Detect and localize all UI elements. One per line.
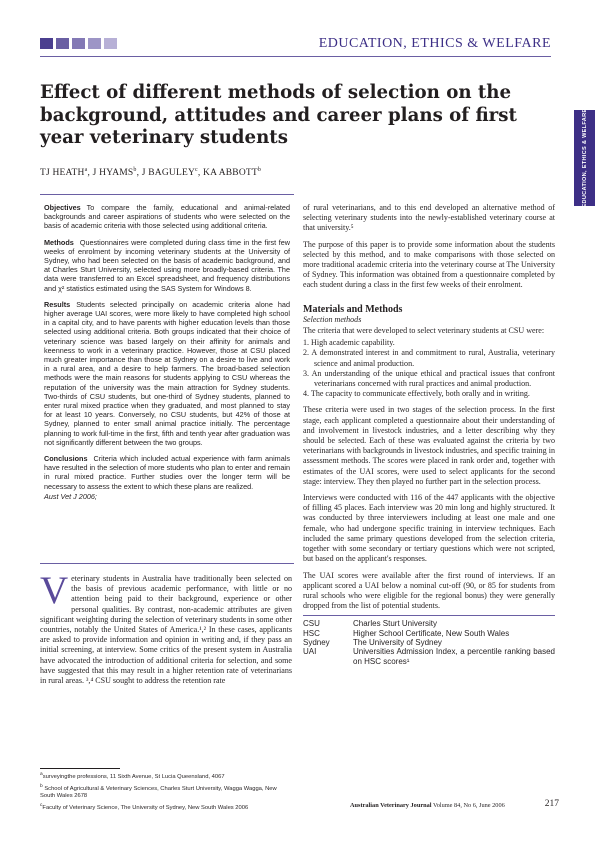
section-heading: Materials and Methods [303, 303, 403, 315]
side-tab-label: EDUCATION, ETHICS & WELFARE [581, 108, 588, 208]
abbreviation-row [303, 619, 555, 628]
footnote-text: surveyingthe professions, 11 Sixth Avenue, St Lucia Queensland, 4067 [42, 773, 225, 780]
journal-citation: Aust Vet J 2006; [44, 491, 97, 501]
body-paragraph: These criteria were used in two stages of the selection process. In the first stage, each applicant completed a questionnaire about their understanding of and involvement in livestock industries, and a letter describing why they should be selected. Each of these was evaluated against the criteria by two veterinarians with backgrounds in livestock industries, and specific training in assessment methods. The scores were placed in rank order and, together with estimates of the UAI scores, were used to select applicants for the second stage: interview. They then played no further part in the selection process. [303, 405, 555, 486]
author-affiliation-mark: a [84, 167, 88, 173]
abstract-objectives [44, 203, 290, 231]
author-separator: , [136, 168, 142, 179]
section-title: EDUCATION, ETHICS & WELFARE [318, 36, 551, 51]
author-separator: , [197, 168, 204, 179]
subsection-heading: Selection methods [303, 314, 362, 324]
footnote-divider [40, 768, 120, 769]
body-paragraph: of rural veterinarians, and to this end developed an alternative method of selecting veterinary students into the newly-established veterinary course at that university.⁵ [303, 203, 555, 233]
abbreviation-key: HSC [303, 628, 320, 638]
abbreviations-divider [303, 615, 555, 616]
criteria-item: 2. A demonstrated interest in and commitment to rural, Australia, veterinary science and animal production. [303, 348, 555, 368]
author-name: J HYAMS [92, 168, 134, 179]
abstract-conclusions [44, 454, 290, 491]
abbreviation-value: Higher School Certificate, New South Wales [353, 628, 510, 638]
journal-issue: Volume 84, No 6, June 2006 [432, 802, 505, 809]
abbreviation-key: CSU [303, 619, 320, 629]
header-decoration [40, 38, 117, 49]
abbreviation-value: Charles Sturt University [353, 619, 438, 629]
author-affiliation-mark: c [195, 167, 198, 173]
abstract-text: Questionnaires were completed during class time in the first few weeks of enrolment by incoming veterinary students at the University of Sydney, who had been selected on the basis of academic background, and at Charles Sturt University, selected using more broadly-based criteria. The data were transferred to an Excel spreadsheet, and frequency distributions and χ² statistics estimated using the SAS System for Windows 8. [44, 237, 290, 293]
abstract-methods [44, 238, 290, 293]
abstract-results [44, 300, 290, 447]
abbreviation-value: The University of Sydney [353, 637, 442, 647]
abstract-text: Criteria which included actual experience with farm animals have resulted in the selection of more students who plan to enter and remain in rural mixed practice. Further studies over the longer term will be necessary to assess the extent to which these plans are realized. [44, 454, 290, 491]
abstract-text: Students selected principally on academic criteria alone had higher average UAI scores, were more likely to have completed high school in a capital city, and to have parents with higher education levels than those selected using additional criteria. Both groups indicated that their choice of veterinary science was based largely on their affinity for animals and keenness to work in a veterinary practice. However, those at CSU placed much greater importance than those at Sydney on a desire to live and work in a rural area, and a desire to help farmers. The broad-based selection methods were the main reasons for students applying to CSU whereas the reputation of the university was the main attraction for Sydney students. Two-thirds of CSU students, but one-third of Sydney students, planned to enter rural mixed practice when they graduated, and most planned to stay for at least 10 years. Conversely, no CSU students, but 42% of those at Sydney, planned to enter small animal practice initially. The percentage planning to work full-time in the first, fifth and tenth year after graduation was not significantly different between the two groups. [44, 299, 290, 447]
footnote-mark: c [40, 802, 43, 808]
abstract-heading: Objectives [44, 203, 81, 212]
decorative-square [104, 38, 117, 49]
decorative-square [56, 38, 69, 49]
abbreviation-row [303, 647, 555, 666]
footnote [40, 771, 292, 782]
criteria-item: 1. High academic capability. [303, 338, 395, 348]
introduction-text [40, 569, 292, 686]
abbreviations-box [303, 619, 555, 665]
author-affiliation-mark: b [133, 167, 137, 173]
body-paragraph: The criteria that were developed to select veterinary students at CSU were: [303, 326, 545, 336]
body-paragraph: Interviews were conducted with 116 of the 447 applicants with the objective of filling 45 places. Each interview was 20 min long and highly structured. It was conducted by three interviewers including at least one male and one female, who had undergone specific training in interview techniques. Each included the same primary questions developed from the selection criteria, together with some secondary or tertiary questions which were not scripted, but based on the applicant's responses. [303, 493, 555, 564]
footnote-mark: b [40, 783, 43, 789]
right-column [303, 203, 555, 666]
footnote [40, 802, 292, 813]
body-paragraph: The purpose of this paper is to provide some information about the students selected by this method, and to make comparisons with those selected on more traditional academic criteria into the veterinary course at The University of Sydney. This information was obtained from a questionnaire completed by each student during a class in the first few weeks of their enrolment. [303, 239, 555, 290]
abbreviation-row [303, 638, 555, 647]
abbreviation-value: Universities Admission Index, a percentile ranking based on HSC scores¹ [353, 647, 555, 666]
abstract-divider [40, 563, 294, 564]
side-section-tab [574, 110, 595, 206]
body-paragraph: The UAI scores were available after the first round of interviews. If an applicant scored a UAI below a nominal cut-off (90, or 85 for students from rural schools who were eligible for the regional bonus) they were generally dropped from the list of potential students. [303, 570, 555, 611]
page-footer [350, 802, 505, 809]
footnote-text: School of Agricultural & Veterinary Sciences, Charles Sturt University, Wagga Wagga, New South Wales 2678 [40, 785, 277, 800]
decorative-square [88, 38, 101, 49]
author-separator: , [87, 168, 93, 179]
author-affiliation-mark: b [257, 167, 262, 173]
footnote-text: Faculty of Veterinary Science, The University of Sydney, New South Wales 2006 [42, 804, 249, 811]
article-title: Effect of different methods of selection on the background, attitudes and career plans of first year veterinary students [40, 82, 517, 148]
intro-paragraph: eterinary students in Australia have traditionally been selected on the basis of previous academic performance, with little or no attention being paid to their background, experience or other personal qualities. By contrast, non-academic attributes are given significant weighting during the selection of veterinary students in some other countries, notably the United States of America.¹,² In these cases, applicants are asked to provide information and opinion in writing and, if they pass an initial screening, at interview. Some critics of the present system in Australia have advocated the introduction of additional criteria for selection, and some have suggested that this may result in a higher retention rate of veterinarians in rural areas. ³,⁴ CSU sought to address the retention rate [40, 574, 292, 686]
footnote [40, 783, 292, 801]
abbreviation-key: Sydney [303, 637, 330, 647]
criteria-item: 3. An understanding of the unique ethical and practical issues that confront veterinarians concerned with rural practices and animal production. [303, 368, 555, 389]
abbreviation-key: UAI [303, 647, 317, 657]
footnote-mark: a [40, 772, 43, 777]
abbreviation-row [303, 629, 555, 638]
abstract-heading: Results [44, 299, 71, 309]
abstract [44, 203, 290, 501]
abstract-heading: Conclusions [44, 454, 88, 464]
author-name: J BAGULEY [141, 168, 196, 179]
author-divider [40, 194, 294, 195]
author-list [40, 167, 261, 178]
author-name: KA ABBOTT [203, 168, 258, 179]
header-divider [40, 56, 551, 57]
page-number: 217 [544, 799, 559, 809]
decorative-square [40, 38, 53, 49]
abstract-text: To compare the family, educational and animal-related backgrounds and career aspirations of students who were selected on the basis of academic criteria with those selected using additional criteria. [44, 203, 290, 231]
abstract-heading: Methods [44, 237, 74, 247]
criteria-item: 4. The capacity to communicate effectively, both orally and in writing. [303, 389, 530, 399]
decorative-square [72, 38, 85, 49]
journal-name: Australian Veterinary Journal [350, 802, 432, 809]
affiliation-footnotes [40, 771, 292, 813]
drop-cap: V [40, 569, 69, 612]
criteria-list [303, 338, 555, 399]
author-name: TJ HEATH [40, 168, 85, 179]
